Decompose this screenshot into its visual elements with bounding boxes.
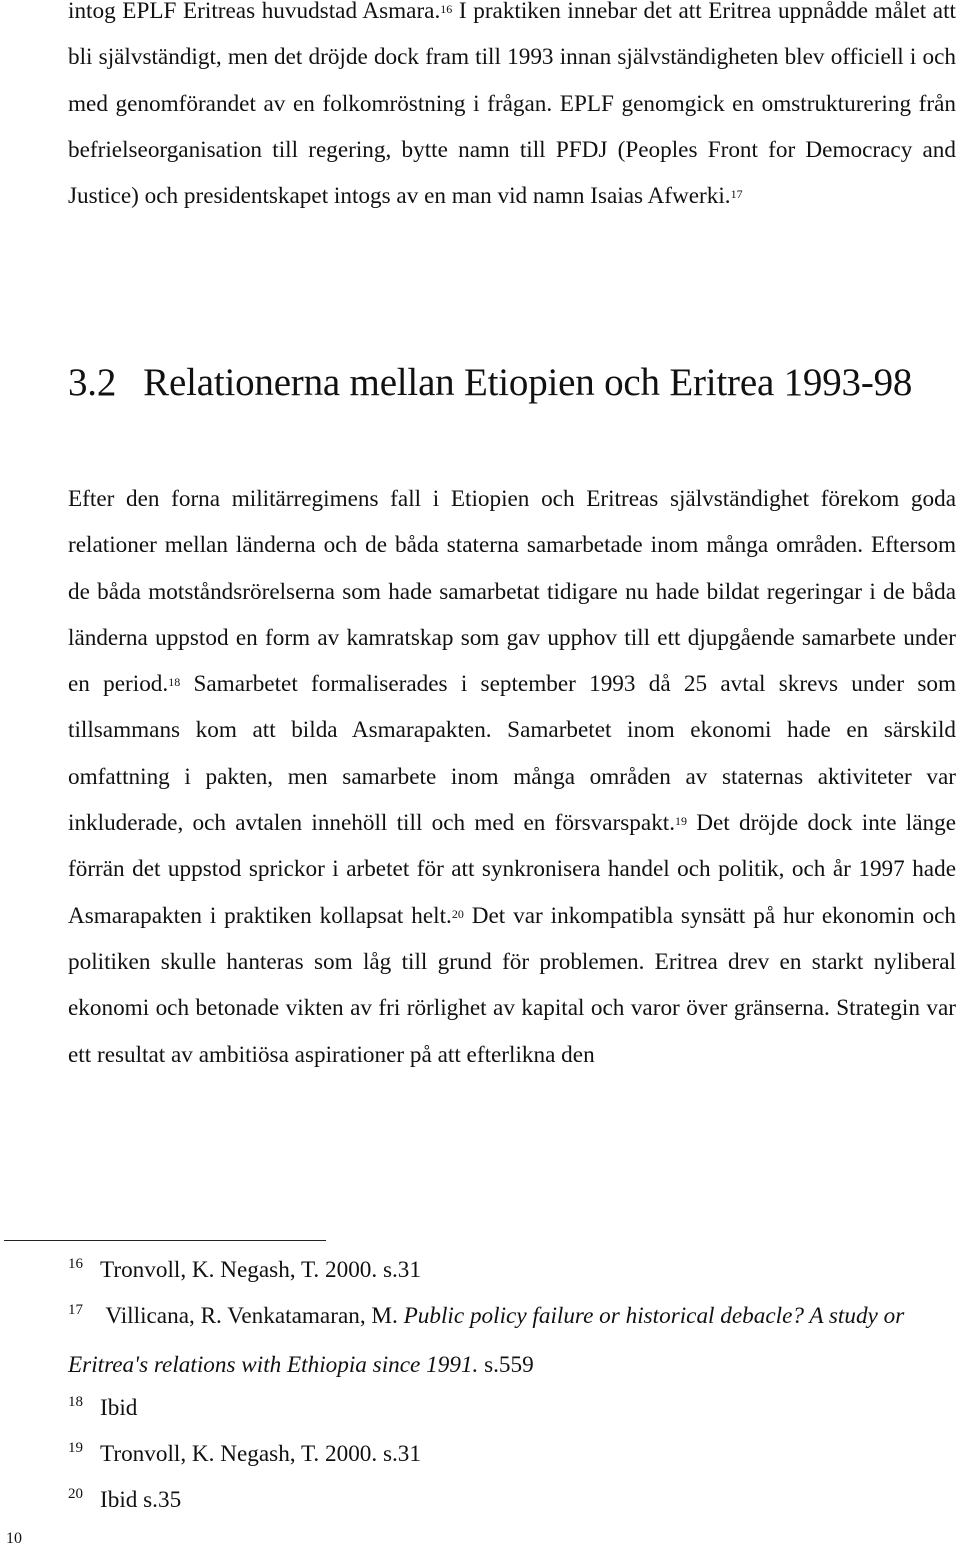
footnote-ref[interactable]: 19 [675,814,688,829]
footnote-ref[interactable]: 18 [168,675,181,690]
footnote-ref[interactable]: 20 [451,906,464,921]
body-paragraph-intro [68,0,956,219]
footnote-mark: 16 [68,1256,83,1272]
footnote-ref[interactable]: 16 [440,2,453,16]
footnote-20 [68,1477,956,1526]
footnote-text: Tronvoll, K. Negash, T. 2000. s.31 [100,1257,421,1283]
section-heading [68,358,956,408]
footnote-ref[interactable]: 17 [730,187,743,202]
footnote-text: s.559 [478,1352,534,1378]
footnote-mark: 18 [68,1394,83,1410]
footnote-19 [68,1431,956,1480]
body-paragraph-main [68,476,956,1078]
footnote-text: Ibid s.35 [100,1487,182,1513]
text-run: Samarbetet formaliserades i september 1993 då 25 avtal skrevs under som tillsammans kom att bilda Asmarapakten. Samarbetet inom ekonomi hade en särskild omfattning i pakten, men samarbete inom många områden av staternas aktiviteter var inkluderade, och avtalen innehöll till och med en försvarspakt. [68,671,956,837]
text-run: Efter den forna militärregimens fall i Etiopien och Eritreas självständighet förekom goda relationer mellan länderna och de båda staterna samarbetade inom många områden. Eftersom de båda motståndsrörelserna som hade samarbetat tidigare nu hade bildat regeringar i de båda länderna uppstod en form av kamratskap som gav upphov till ett djupgående samarbete under en period. [68,486,956,698]
footnote-16 [68,1247,956,1296]
footnote-text: Villicana, R. Venkatamaran, M. [105,1303,404,1329]
section-number: 3.2 [68,361,117,404]
text-run: intog EPLF Eritreas huvudstad Asmara. [68,0,441,24]
footnote-mark: 20 [68,1486,83,1502]
footnote-18 [68,1385,956,1434]
footnote-text: Tronvoll, K. Negash, T. 2000. s.31 [100,1441,421,1467]
footnote-mark: 19 [68,1440,83,1456]
footnote-text: Ibid [100,1395,138,1421]
footnote-mark: 17 [68,1302,83,1318]
text-run: Det var inkompatibla synsätt på hur ekonomin och politiken skulle hanteras som låg till grund för problemen. Eritrea drev en starkt nyliberal ekonomi och betonade vikten av fri rörlighet av kapital och varor över gränserna. Strategin var ett resultat av ambitiösa aspirationer på att efterlikna den [68,902,956,1068]
footnote-17 [68,1293,956,1388]
text-run: I praktiken innebar det att Eritrea uppnådde målet att bli självständigt, men det dröjde dock fram till 1993 innan självständigheten blev officiell i och med genomförandet av en folkomröstning i frågan. EPLF genomgick en omstrukturering från befrielseorganisation till regering, bytte namn till PFDJ (Peoples Front for Democracy and Justice) och presidentskapet intogs av en man vid namn Isaias Afwerki. [68,0,956,210]
text-run: Det dröjde dock inte länge förrän det uppstod sprickor i arbetet för att synkronisera handel och politik, och år 1997 hade Asmarapakten i praktiken kollapsat helt. [68,810,956,929]
section-title: Relationerna mellan Etiopien och Eritrea 1993-98 [143,361,913,404]
page-number: 10 [6,1530,22,1547]
footnote-separator [4,1240,326,1241]
footnote-title-italic: Public policy failure or historical debacle? A study or Eritrea's relations with Ethiopia since 1991. [68,1303,905,1378]
